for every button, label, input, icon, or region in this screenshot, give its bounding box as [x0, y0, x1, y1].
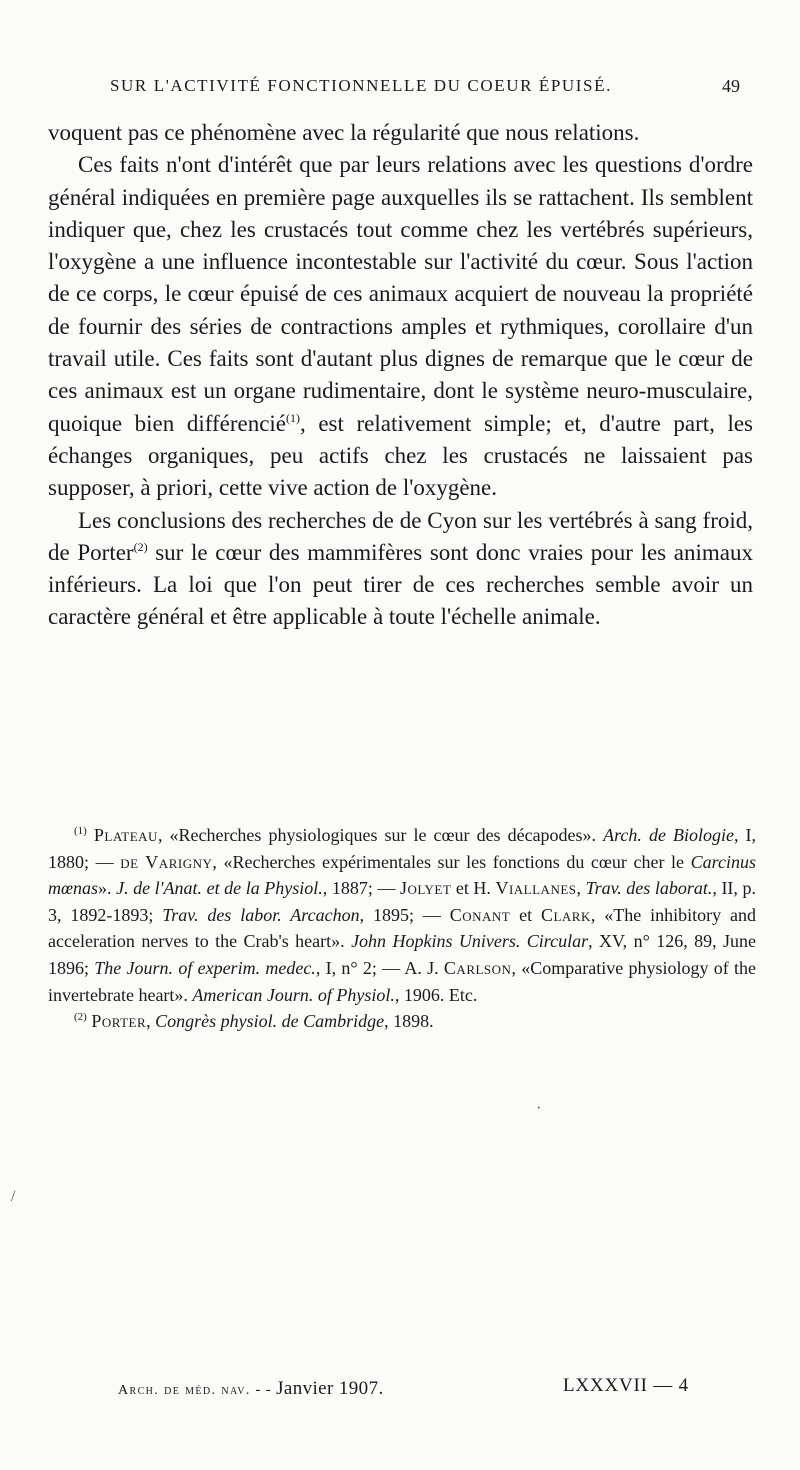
- signature-text: Arch. de méd. nav.: [118, 1383, 251, 1398]
- running-title: SUR L'ACTIVITÉ FONCTIONNELLE DU COEUR ÉPUISÉ.: [110, 76, 612, 95]
- signature-mark: LXXXVII — 4: [563, 1375, 689, 1396]
- printer-signature: Arch. de méd. nav. - - Janvier 1907.: [118, 1378, 384, 1399]
- footnotes: [48, 822, 756, 1035]
- page-number: 49: [722, 76, 740, 96]
- paragraph-1: voquent pas ce phénomène avec la régularité que nous relations.: [48, 120, 640, 145]
- footnote-ref-1: (1): [286, 410, 301, 425]
- body-text: [48, 117, 753, 634]
- paragraph-2: Ces faits n'ont d'intérêt que par leurs relations avec les questions d'ordre général indiquées en première page auxquelles ils se rattachent. Ils semblent indiquer que, chez les crustacés tout comme chez les vertébrés supérieurs, l'oxygène a une influence incontestable sur l'activité du cœur. Sous l'action de ce corps, le cœur épuisé de ces animaux acquiert de nouveau la propriété de fournir des séries de contractions amples et rythmiques, corollaire d'un travail utile. Ces faits sont d'autant plus dignes de remarque que le cœur de ces animaux est un organe rudimentaire, dont le système neuro-musculaire, quoique bien différencié$^{(1)}$, est relativement simple; et, d'autre part, les échanges organiques, peu actifs chez les crustacés ne laissaient pas supposer, à priori, cette vive action de l'oxygène.: [48, 152, 754, 501]
- stray-mark: /: [11, 1188, 16, 1205]
- footnote-ref-2: (2): [133, 539, 148, 554]
- paragraph-3: Les conclusions des recherches de de Cyon sur les vertébrés à sang froid, de Porter$^{(2)}$ sur le cœur des mammifères sont donc vraies pour les animaux inférieurs. La loi que l'on peut tirer de ces recherches semble avoir un caractère général et être applicable à toute l'échelle animale.: [48, 507, 753, 630]
- issue-date: Janvier 1907.: [276, 1378, 384, 1399]
- stray-mark: ·: [536, 1100, 542, 1117]
- footnote-1: $^{(1)}$ Plateau, «Recherches physiologiques sur le cœur des décapodes». Arch. de Biologie, I, 1880; — de Varigny, «Recherches expérimentales sur les fonctions du cœur cher le Carcinus mœnas». J. de l'Anat. et de la Physiol., 1887; — Jolyet et H. Viallanes, Trav. des laborat., II, p. 3, 1892-1893; Trav. des labor. Arcachon, 1895; — Conant et Clark, «The inhibitory and acceleration nerves to the Crab's heart». John Hopkins Univers. Circular, XV, n° 126, 89, June 1896; The Journ. of experim. medec., I, n° 2; — A. J. Carlson, «Comparative physiology of the invertebrate heart». American Journ. of Physiol., 1906. Etc.: [48, 825, 756, 1005]
- footnote-2: $^{(2)}$ Porter, Congrès physiol. de Cambridge, 1898.: [74, 1011, 434, 1032]
